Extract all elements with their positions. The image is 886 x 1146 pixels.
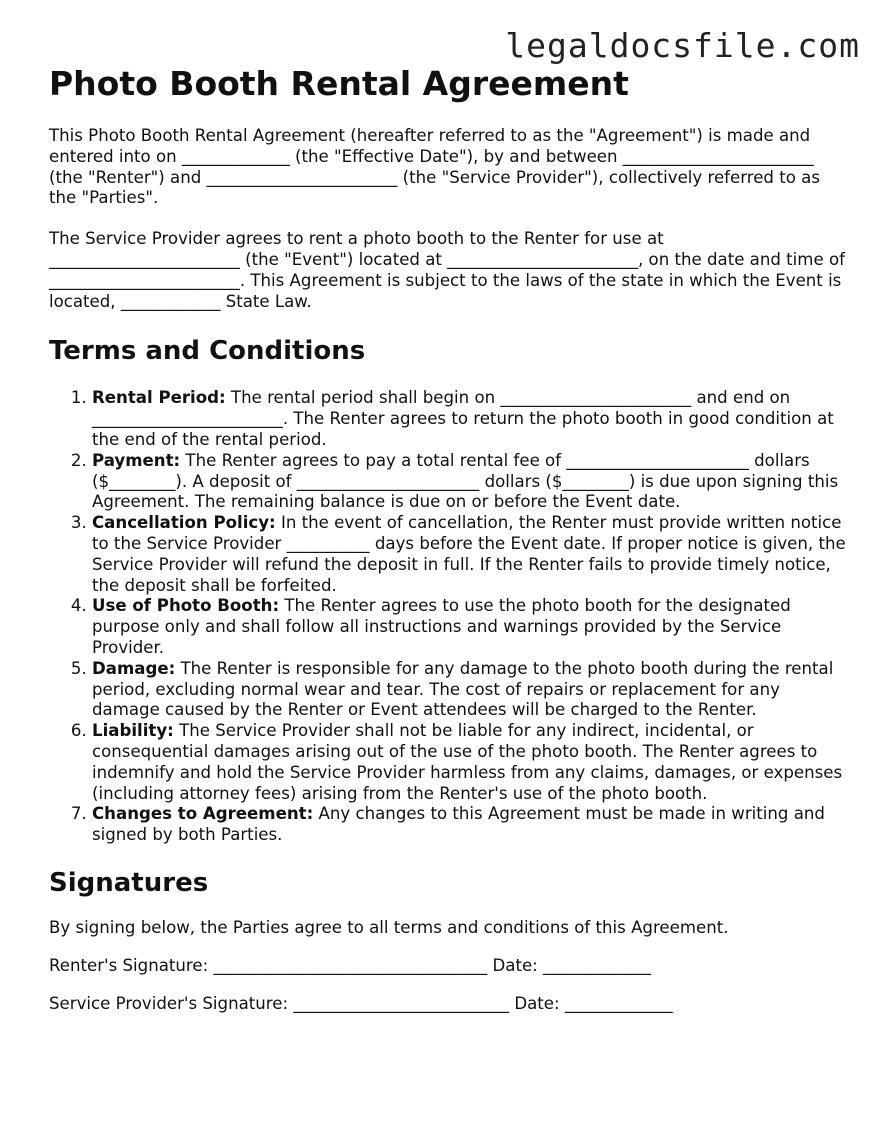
term-item-rental-period xyxy=(92,388,849,450)
term-title: Payment: xyxy=(92,450,181,470)
term-title: Changes to Agreement: xyxy=(92,804,314,824)
term-item-payment xyxy=(92,451,849,513)
term-title: Rental Period: xyxy=(92,388,226,408)
term-text: In the event of cancellation, the Renter must provide written notice to the Service Provider __________ days before the Event date. If proper notice is given, the Service Provider will refund the deposit in full. If the Renter fails to provide timely notice, the deposit shall be forfeited. xyxy=(92,513,846,595)
term-text: The Renter agrees to use the photo booth for the designated purpose only and shall follow all instructions and warnings provided by the Service Provider. xyxy=(92,596,791,657)
term-text: The rental period shall begin on _______________________ and end on _______________________. The Renter agrees to return the photo booth in good condition at the end of the rental period. xyxy=(92,388,834,449)
term-text: The Renter agrees to pay a total rental fee of ______________________ dollars ($________). A deposit of ______________________ dollars ($________) is due upon signing this Agreement. The remaining balance is due on or before the Event date. xyxy=(92,450,839,512)
term-item-damage xyxy=(92,659,849,721)
term-text: The Renter is responsible for any damage to the photo booth during the rental period, excluding normal wear and tear. The cost of repairs or replacement for any damage caused by the Renter or Event attendees will be charged to the Renter. xyxy=(92,658,834,720)
provider-signature-line: Service Provider's Signature: __________________________ Date: _____________ xyxy=(49,993,673,1013)
term-item-liability xyxy=(92,721,849,804)
terms-list xyxy=(49,388,849,846)
intro-paragraph-2: The Service Provider agrees to rent a photo booth to the Renter for use at _______________________ (the "Event") located at _______________________, on the date and time of _______________________. This Agreement is subject to the laws of the state in which the Event is located, ____________ State Law. xyxy=(49,229,845,311)
watermark: legaldocsfile.com xyxy=(505,26,860,65)
term-title: Damage: xyxy=(92,658,176,678)
renter-signature-line: Renter's Signature: _________________________________ Date: _____________ xyxy=(49,955,651,975)
term-title: Cancellation Policy: xyxy=(92,513,276,533)
intro-paragraph-1: This Photo Booth Rental Agreement (hereafter referred to as the "Agreement") is made and entered into on _____________ (the "Effective Date"), by and between _______________________ (the "Renter") and _______________________ (the "Service Provider"), collectively referred to as the "Parties". xyxy=(49,126,820,208)
signatures-statement: By signing below, the Parties agree to all terms and conditions of this Agreement. xyxy=(49,917,729,937)
document-title: Photo Booth Rental Agreement xyxy=(49,64,629,103)
document-page xyxy=(49,62,849,1014)
term-item-cancellation-policy xyxy=(92,513,849,596)
term-text: The Service Provider shall not be liable for any indirect, incidental, or consequential damages arising out of the use of the photo booth. The Renter agrees to indemnify and hold the Service Provider harmless from any claims, damages, or expenses (including attorney fees) arising from the Renter's use of the photo booth. xyxy=(92,721,843,803)
term-item-use-of-photo-booth xyxy=(92,596,849,658)
signatures-heading: Signatures xyxy=(49,867,209,898)
term-item-changes-to-agreement xyxy=(92,804,849,846)
terms-heading: Terms and Conditions xyxy=(49,336,366,367)
term-text: Any changes to this Agreement must be made in writing and signed by both Parties. xyxy=(92,804,825,845)
term-title: Use of Photo Booth: xyxy=(92,596,280,616)
term-title: Liability: xyxy=(92,721,174,741)
